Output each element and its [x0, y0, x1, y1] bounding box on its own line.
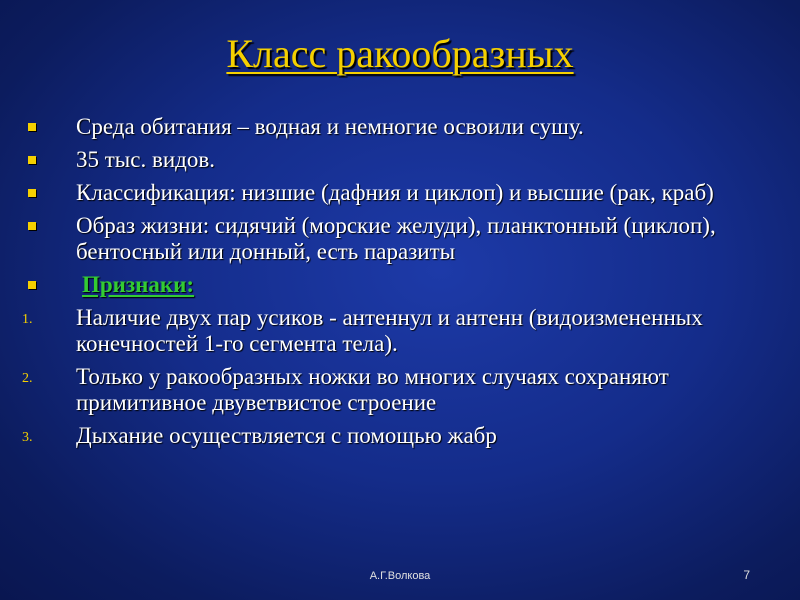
list-number: 3.: [22, 430, 33, 445]
list-number: 2.: [22, 371, 33, 386]
numbered-text: Наличие двух пар усиков - антеннул и антенн (видоизмененных конечностей 1-го сегмента тела).: [76, 305, 703, 356]
footer-author: А.Г.Волкова: [369, 570, 431, 582]
slide-content: [0, 114, 800, 456]
bullet-text: 35 тыс. видов.: [76, 147, 215, 172]
square-bullet-icon: [28, 123, 36, 131]
numbered-item-1: [0, 305, 800, 357]
bullet-item-habitat: [0, 114, 800, 140]
numbered-text: Только у ракообразных ножки во многих случаях сохраняют примитивное двуветвистое строение: [76, 364, 669, 415]
square-bullet-icon: [28, 189, 36, 197]
bullet-item-classification: [0, 180, 800, 206]
bullet-item-lifestyle: [0, 213, 800, 265]
bullet-text: Среда обитания – водная и немногие освоили сушу.: [76, 114, 584, 139]
list-number: 1.: [22, 312, 33, 327]
bullet-item-species-count: [0, 147, 800, 173]
square-bullet-icon: [28, 222, 36, 230]
bullet-text: Образ жизни: сидячий (морские желуди), планктонный (циклоп), бентосный или донный, есть паразиты: [76, 213, 716, 264]
numbered-item-3: [0, 423, 800, 449]
bullet-text: Классификация: низшие (дафния и циклоп) и высшие (рак, краб): [76, 180, 714, 205]
numbered-item-2: [0, 364, 800, 416]
square-bullet-icon: [28, 281, 36, 289]
slide-title: Класс ракообразных: [226, 31, 574, 76]
square-bullet-icon: [28, 156, 36, 164]
numbered-text: Дыхание осуществляется с помощью жабр: [76, 423, 497, 448]
section-heading: Признаки:: [82, 272, 195, 297]
page-number: 7: [743, 568, 750, 582]
bullet-item-features-heading: [0, 272, 800, 298]
